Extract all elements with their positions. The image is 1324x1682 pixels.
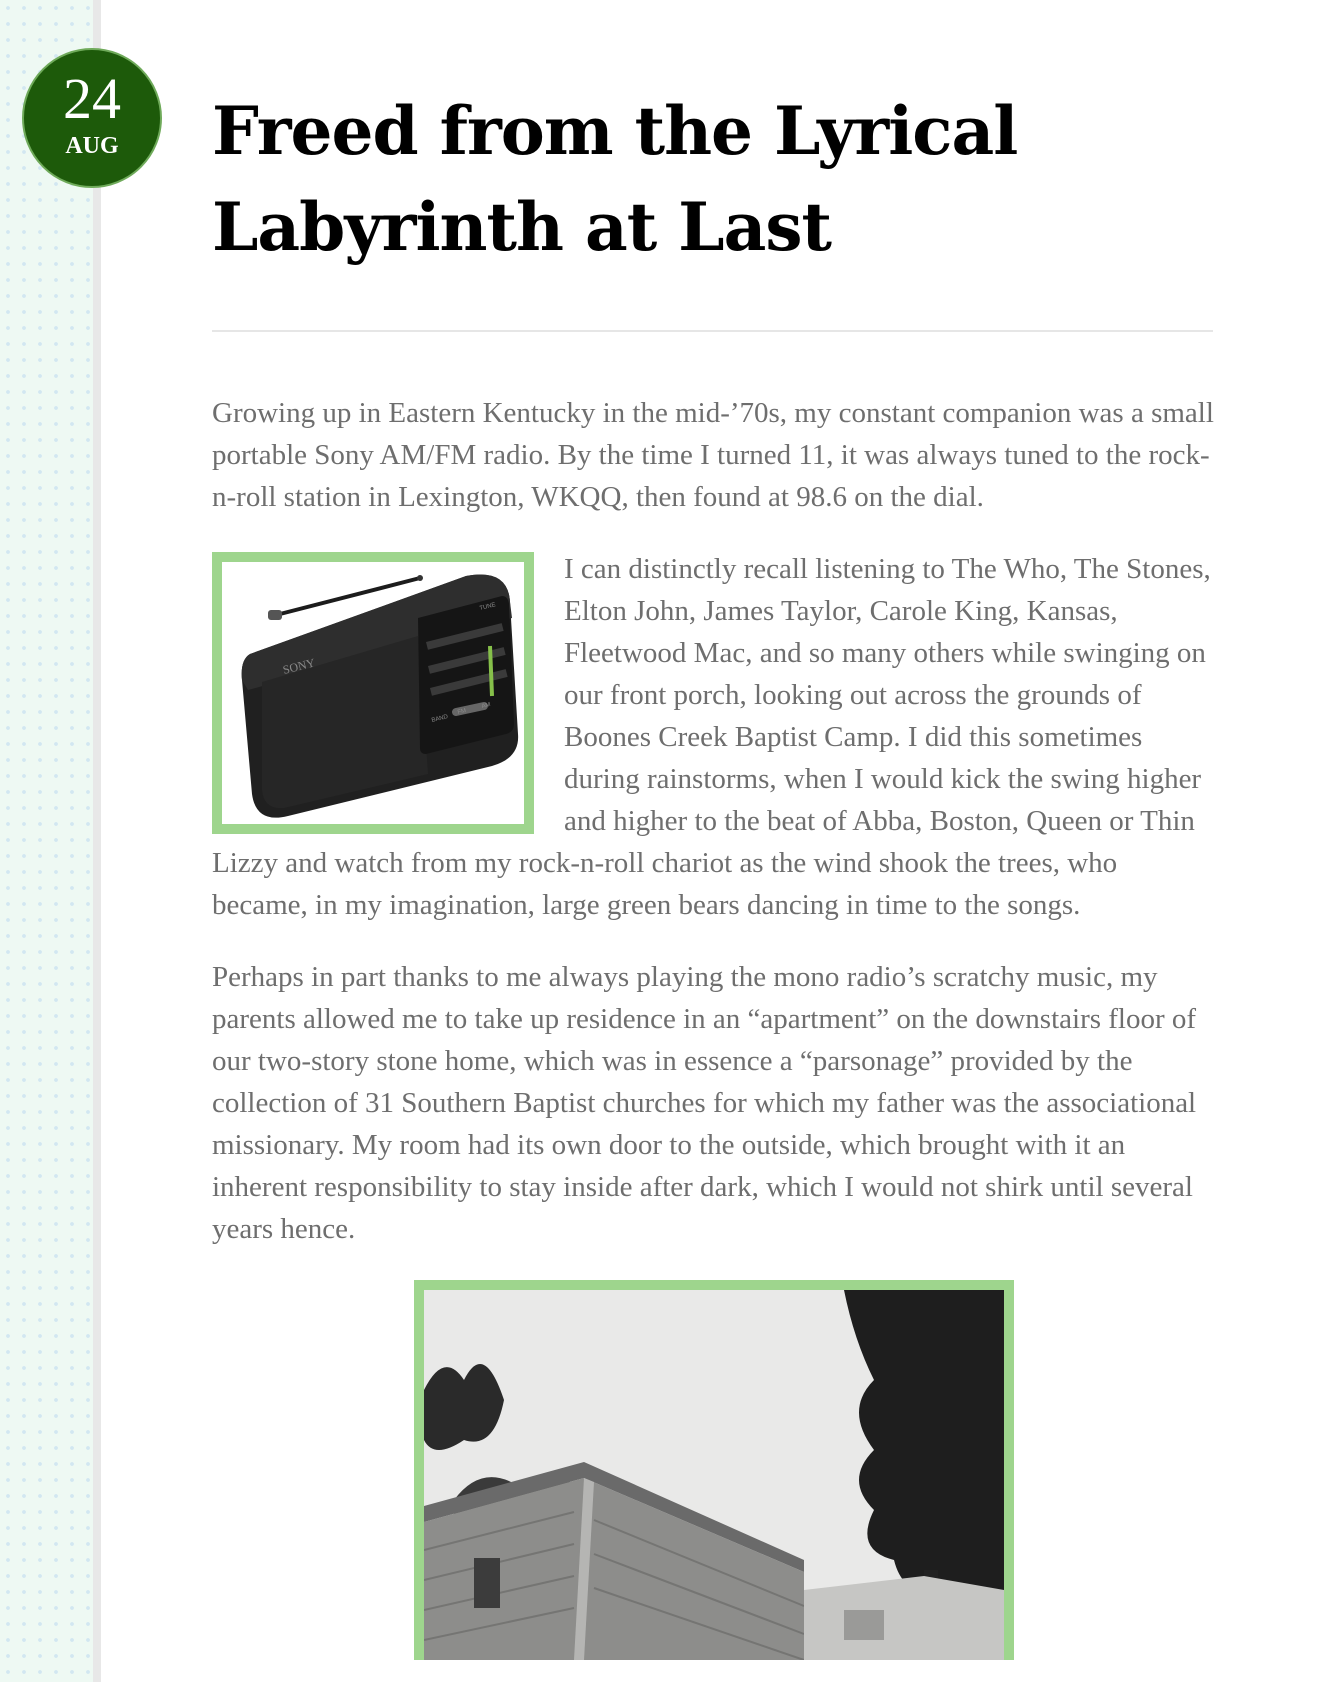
post-date-month: AUG bbox=[65, 133, 119, 159]
radio-am-label: AM bbox=[481, 701, 492, 710]
radio-fm-label: FM bbox=[457, 708, 467, 716]
radio-image[interactable] bbox=[212, 552, 534, 834]
sony-radio-illustration bbox=[222, 562, 524, 824]
post-date-day: 24 bbox=[63, 66, 121, 131]
radio-brand-label: SONY bbox=[281, 655, 317, 677]
page-edge bbox=[93, 0, 101, 1682]
post-date-badge bbox=[22, 48, 162, 188]
radio-tune-label: TUNE bbox=[479, 602, 497, 612]
house-photo[interactable] bbox=[414, 1280, 1014, 1660]
title-divider bbox=[212, 330, 1213, 332]
paragraph-1: Growing up in Eastern Kentucky in the mid-’70s, my constant companion was a small portable Sony AM/FM radio. By the time I turned 11, it was always tuned to the rock-n-roll station in Lexington, WKQQ, then found at 98.6 on the dial. bbox=[212, 397, 1214, 513]
post-title[interactable]: Freed from the Lyrical Labyrinth at Last bbox=[212, 92, 1018, 266]
paragraph-2: I can distinctly recall listening to The Who, The Stones, Elton John, James Taylor, Carole King, Kansas, Fleetwood Mac, and so many others while swinging on our front porch, looking out across the grounds of Boones Creek Baptist Camp. I did this sometimes during rainstorms, when I would kick the swing higher and higher to the beat of Abba, Boston, Queen or Thin Lizzy and watch from my rock-n-roll chariot as the wind shook the trees, who became, in my imagination, large green bears dancing in time to the songs. bbox=[212, 553, 1211, 921]
house-photo-illustration bbox=[424, 1290, 1004, 1660]
article-body bbox=[212, 392, 1220, 1660]
paragraph-3: Perhaps in part thanks to me always playing the mono radio’s scratchy music, my parents allowed me to take up residence in an “apartment” on the downstairs floor of our two-story stone home, which was in essence a “parsonage” provided by the collection of 31 Southern Baptist churches for which my father was the associational missionary. My room had its own door to the outside, which brought with it an inherent responsibility to stay inside after dark, which I would not shirk until several years hence. bbox=[212, 961, 1197, 1245]
radio-band-label: BAND bbox=[431, 714, 449, 724]
